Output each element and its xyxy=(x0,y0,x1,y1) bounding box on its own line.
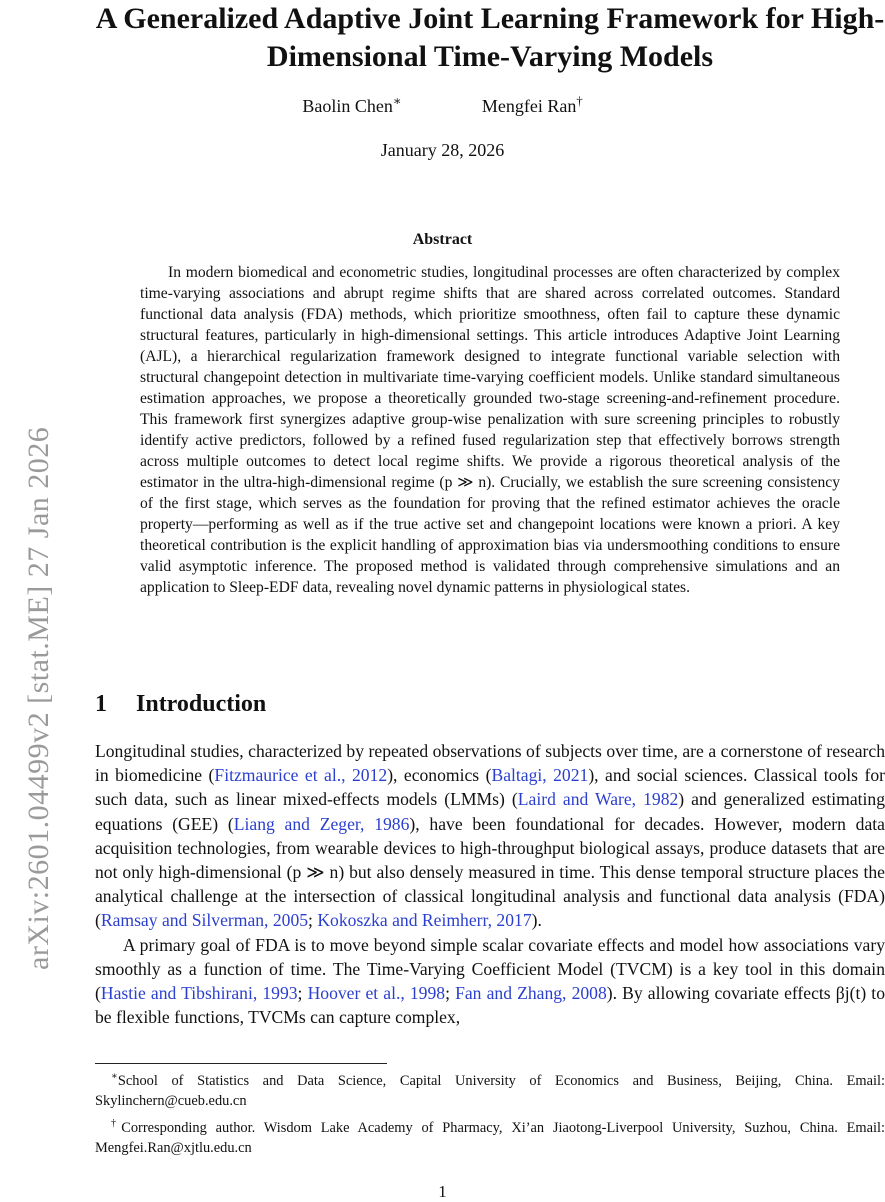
author-list xyxy=(0,93,885,117)
section-title: Introduction xyxy=(136,691,267,717)
citation-link[interactable]: Baltagi, 2021 xyxy=(491,765,589,786)
citation-link[interactable]: Hastie and Tibshirani, 1993 xyxy=(100,983,298,1004)
citation-link[interactable]: Liang and Zeger, 1986 xyxy=(233,813,410,834)
section-number: 1 xyxy=(95,691,107,717)
introduction-body xyxy=(95,739,885,1029)
citation-link[interactable]: Fan and Zhang, 2008 xyxy=(455,983,607,1004)
citation-link[interactable]: Ramsay and Silverman, 2005 xyxy=(100,910,309,931)
arxiv-identifier: arXiv:2601.04499v2 [stat.ME] 27 Jan 2026 xyxy=(22,426,55,970)
abstract-heading: Abstract xyxy=(412,231,473,248)
footnote-2: †Corresponding author. Wisdom Lake Academy of Pharmacy, Xi’an Jiaotong-Liverpool University, Suzhou, China. Email: Mengfei.Ran@xjtlu.edu.cn xyxy=(95,1117,885,1156)
paper-title: A Generalized Adaptive Joint Learning Framework for High-Dimensional Time-Varying Models xyxy=(95,2,885,73)
paper-date: January 28, 2026 xyxy=(380,140,505,160)
citation-link[interactable]: Kokoszka and Reimherr, 2017 xyxy=(317,910,532,931)
footnote-rule xyxy=(95,1063,387,1064)
footnotes xyxy=(95,1067,885,1161)
paragraph-2: A primary goal of FDA is to move beyond simple scalar covariate effects and model how associations vary smoothly as a function of time. The Time-Varying Coefficient Model (TVCM) is a key tool in this domain (Hastie and Tibshirani, 1993; Hoover et al., 1998; Fan and Zhang, 2008). By allowing covariate effects βj(t) to be flexible functions, TVCMs can capture complex, xyxy=(95,934,885,1028)
author-1: Baolin Chen∗ xyxy=(302,94,402,116)
page-number: 1 xyxy=(438,1182,447,1201)
section-heading xyxy=(95,691,266,718)
footnote-1: ∗School of Statistics and Data Science, Capital University of Economics and Business, Beijing, China. Email: Skylinchern@cueb.edu.cn xyxy=(95,1071,885,1109)
paragraph-1: Longitudinal studies, characterized by repeated observations of subjects over time, are a cornerstone of research in biomedicine (Fitzmaurice et al., 2012), economics (Baltagi, 2021), and social sciences. Classical tools for such data, such as linear mixed-effects models (LMMs) (Laird and Ware, 1982) and generalized estimating equations (GEE) (Liang and Zeger, 1986), have been foundational for decades. However, modern data acquisition technologies, from wearable devices to high-throughput biological assays, produce datasets that are not only high-dimensional (p ≫ n) but also densely measured in time. This dense temporal structure places the analytical challenge at the intersection of classical longitudinal analysis and functional data analysis (FDA) (Ramsay and Silverman, 2005; Kokoszka and Reimherr, 2017). xyxy=(95,741,885,931)
citation-link[interactable]: Hoover et al., 1998 xyxy=(307,983,446,1004)
abstract-text: In modern biomedical and econometric studies, longitudinal processes are often characterized by complex time-varying associations and abrupt regime shifts that are shared across correlated outcomes. Standard functional data analysis (FDA) methods, which prioritize smoothness, often fail to capture these dynamic structural features, particularly in high-dimensional settings. This article introduces Adaptive Joint Learning (AJL), a hierarchical regularization framework designed to integrate functional variable selection with structural changepoint detection in multivariate time-varying coefficient models. Unlike standard simultaneous estimation approaches, we propose a theoretically grounded two-stage screening-and-refinement procedure. This framework first synergizes adaptive group-wise penalization with sure screening principles to robustly identify active predictors, followed by a refined fused regularization step that effectively borrows strength across multiple outcomes to detect local regime shifts. We provide a rigorous theoretical analysis of the estimator in the ultra-high-dimensional regime (p ≫ n). Crucially, we establish the sure screening consistency of the first stage, which serves as the foundation for proving that the refined estimator achieves the oracle property—performing as well as if the true active set and changepoint locations were known a priori. A key theoretical contribution is the explicit handling of approximation bias via undersmoothing conditions to ensure valid asymptotic inference. The proposed method is validated through comprehensive simulations and an application to Sleep-EDF data, revealing novel dynamic patterns in physiological states. xyxy=(140,264,840,596)
citation-link[interactable]: Laird and Ware, 1982 xyxy=(517,789,679,810)
citation-link[interactable]: Fitzmaurice et al., 2012 xyxy=(214,765,388,786)
author-2: Mengfei Ran† xyxy=(481,94,583,116)
